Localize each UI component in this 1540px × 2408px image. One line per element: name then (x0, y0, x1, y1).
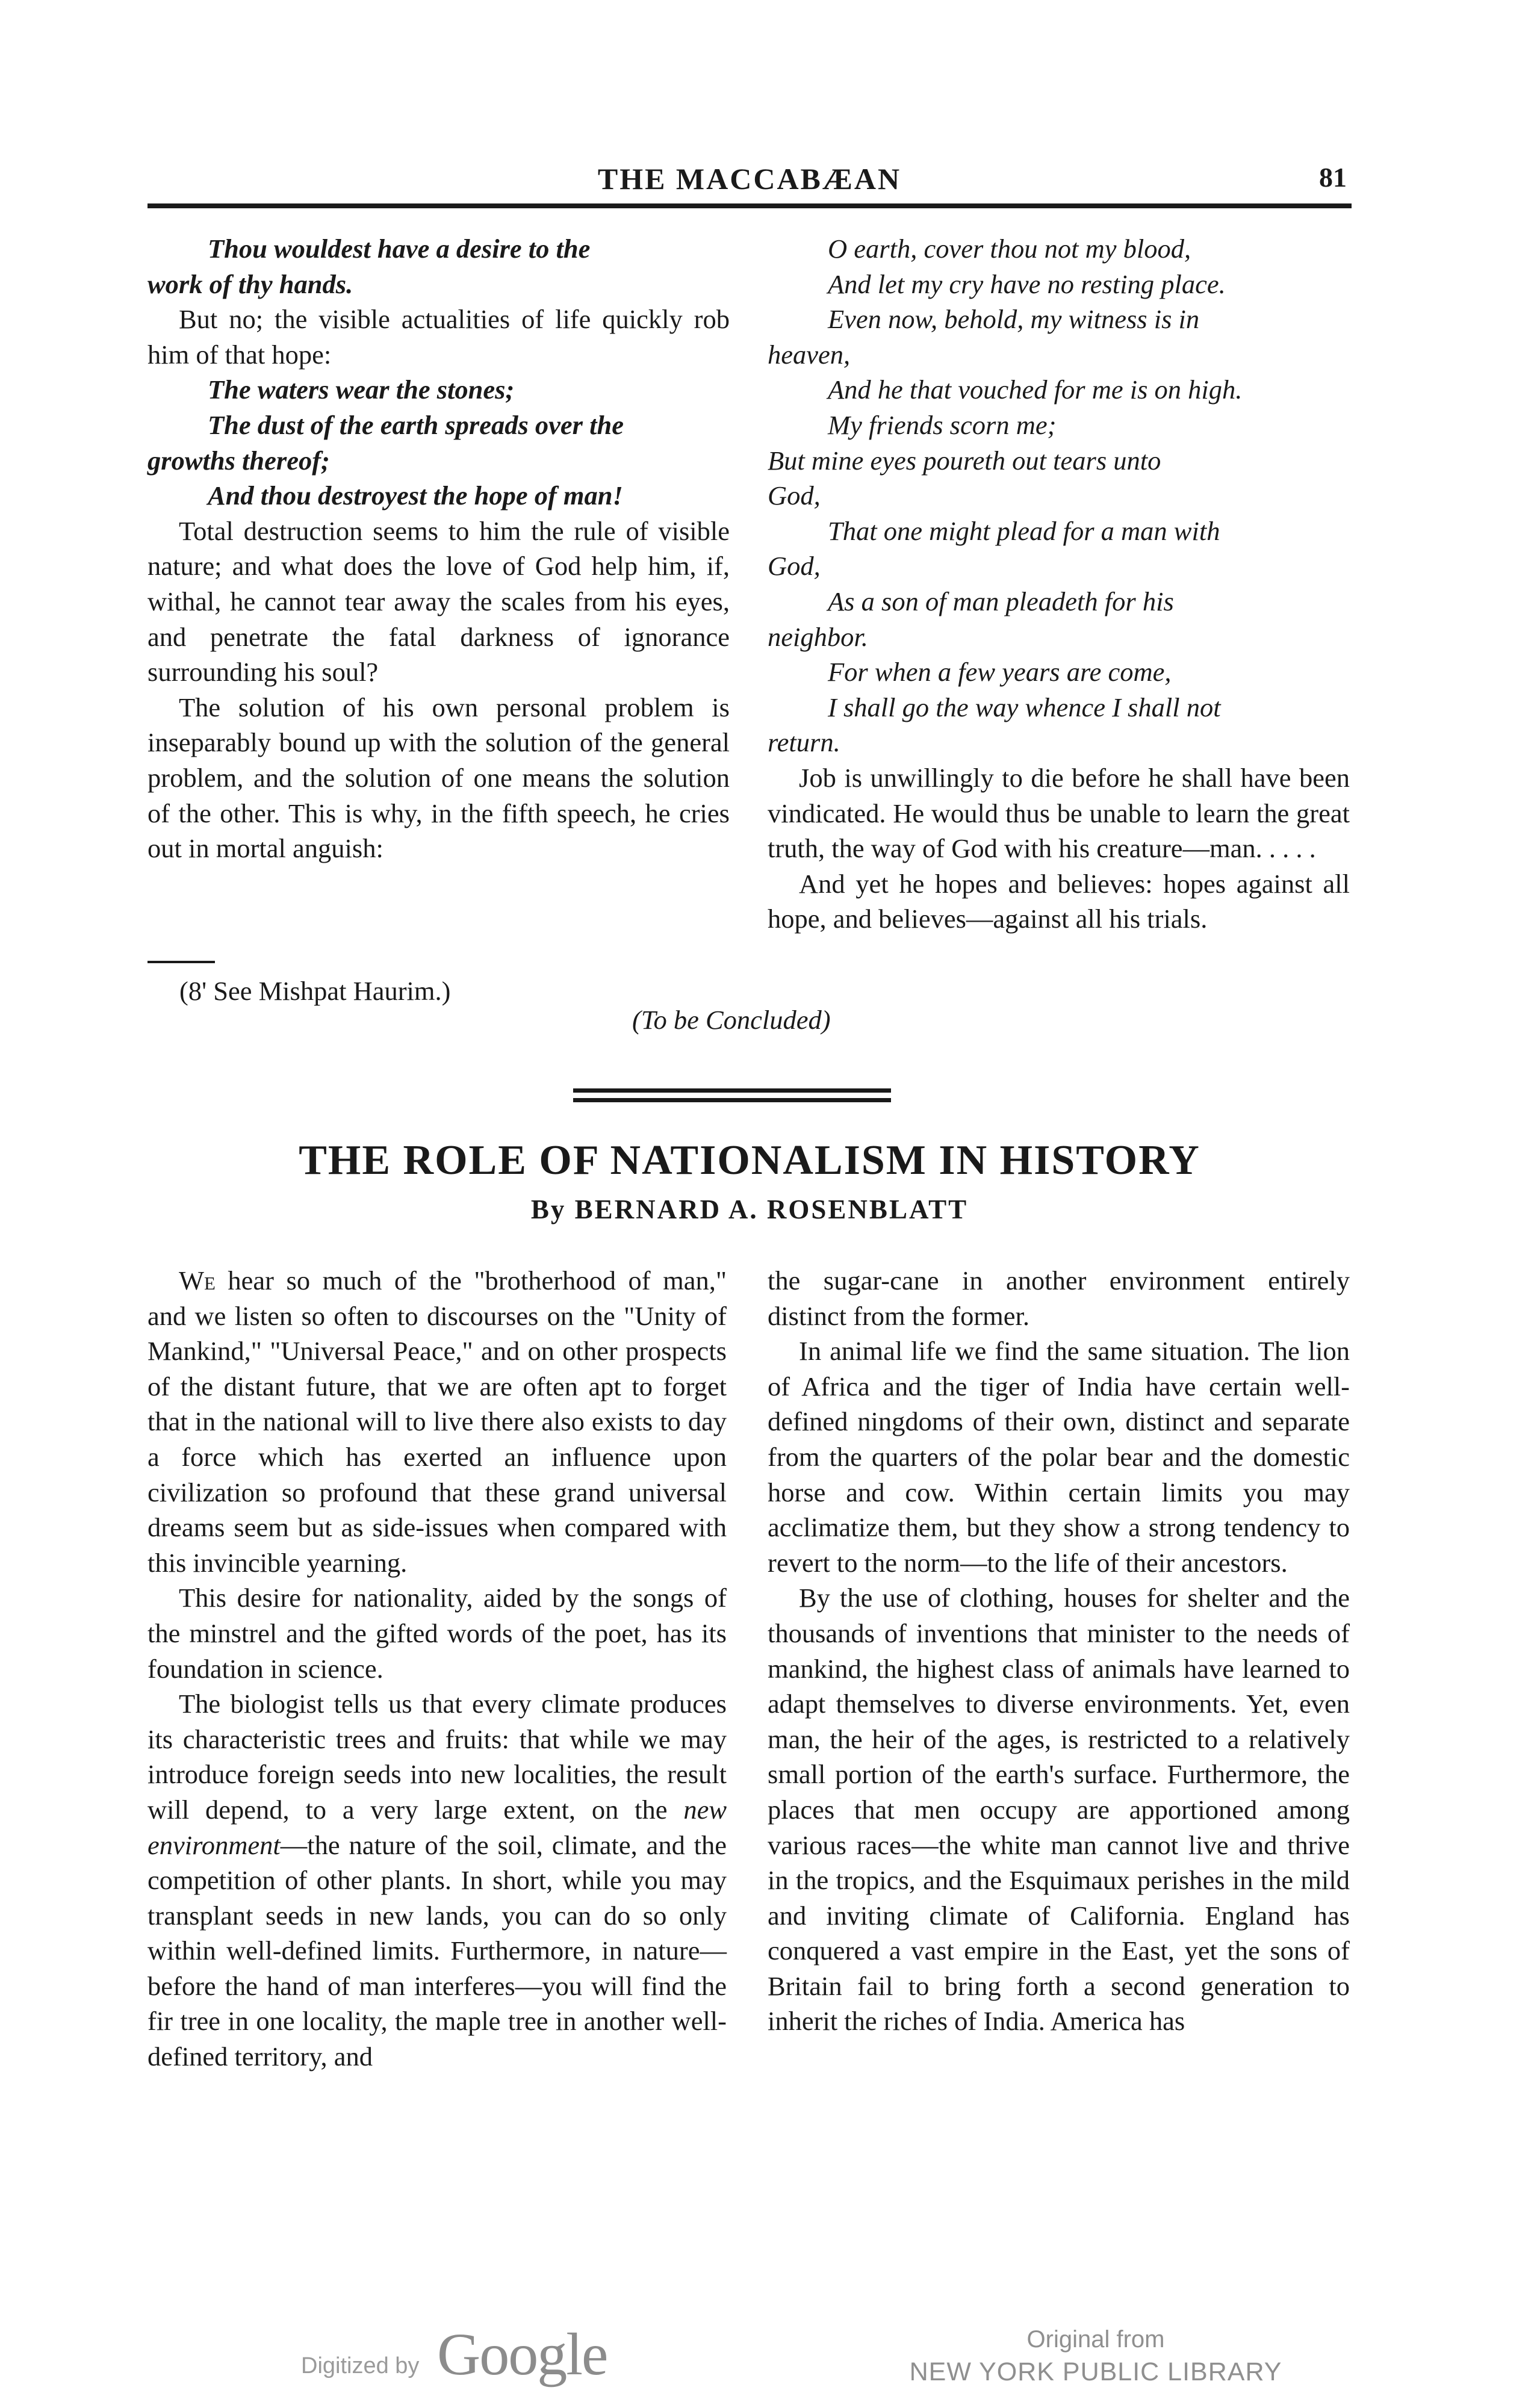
verse-line: The dust of the earth spreads over the (208, 409, 624, 440)
verse-line: And let my cry have no resting place. (828, 268, 1226, 299)
paragraph-text: —the nature of the soil, climate, and the competition of other plants. In short, while you may transplant seeds in new lands, you can do so only within well-defined limits. Furthermore, in nature—before the hand of man interferes—you will find the fir tree in one locality, the maple tree in another well-defined territory, and (147, 1829, 727, 2072)
top-left-column (147, 231, 730, 866)
footnote: (8' See Mishpat Haurim.) (179, 976, 451, 1006)
bottom-right-column (768, 1263, 1350, 2039)
bottom-left-column (147, 1263, 727, 2074)
section-divider (573, 1088, 891, 1093)
verse-line: heaven, (768, 339, 851, 370)
running-header (147, 158, 1352, 200)
paragraph: This desire for nationality, aided by the songs of the minstrel and the gifted words of the poet, has its foundation in science. (147, 1583, 727, 1684)
journal-title: THE MACCABÆAN (597, 162, 902, 196)
to-be-concluded-note: (To be Concluded) (632, 1005, 831, 1035)
verse-line: Thou wouldest have a desire to the (208, 234, 591, 264)
verse-line: And he that vouched for me is on high. (828, 374, 1243, 405)
paragraph: By the use of clothing, houses for shelter and the thousands of inventions that minister to the needs of mankind, the highest class of animals have learned to adapt themselves to diverse environments. Yet, even man, the heir of the ages, is restricted to a relatively small portion of the earth's surface. Furthermore, the places that men occupy are apportioned among various races—the white man cannot live and thrive in the tropics, and the Esquimaux perishes in the mild and inviting climate of California. England has conquered a vast empire in the East, yet the sons of Britain fail to bring forth a second generation to inherit the riches of India. America has (768, 1583, 1350, 2037)
verse-line: return. (768, 727, 840, 758)
verse-line: But mine eyes poureth out tears unto (768, 445, 1161, 476)
section-divider (573, 1098, 891, 1102)
paragraph-text: hear so much of the "brotherhood of man," and we listen so often to discourses on the "Unity of Mankind," "Universal Peace," and on other prospects of the distant future, that we are often apt to forget that in the national will to live there also exists to day a force which has exerted an influence upon civilization so profound that these grand universal dreams seem but as side-issues when compared with this invincible yearning. (147, 1265, 727, 1578)
emphasis-text: new environment (147, 1794, 727, 1860)
library-watermark (891, 2324, 1300, 2389)
library-name: NEW YORK PUBLIC LIBRARY (909, 2357, 1282, 2386)
paragraph: In animal life we find the same situation. The lion of Africa and the tiger of India have certain well-defined ningdoms of their own, distinct and separate from the quarters of the polar bear and the domestic horse and cow. Within certain limits you may acclimatize them, but they show a strong tendency to revert to the norm—to the life of their ancestors. (768, 1336, 1350, 1578)
verse-line: That one might plead for a man with (828, 515, 1220, 546)
verse-line: My friends scorn me; (828, 409, 1057, 440)
verse-line: growths thereof; (147, 445, 330, 476)
footnote-rule (147, 961, 215, 963)
verse-line: I shall go the way whence I shall not (828, 692, 1221, 722)
google-logo: Google (437, 2321, 607, 2388)
article-title: THE ROLE OF NATIONALISM IN HISTORY (299, 1137, 1200, 1184)
page-number: 81 (1319, 162, 1347, 193)
header-rule (147, 203, 1352, 208)
verse-line: God, (768, 480, 821, 511)
drop-cap-word: We (179, 1265, 216, 1296)
paragraph (147, 1263, 727, 1580)
paragraph: But no; the visible actualities of life quickly rob him of that hope: (147, 304, 730, 370)
original-from-text: Original from (1026, 2326, 1165, 2353)
digitized-by-text: Digitized by (301, 2353, 420, 2379)
verse-line: O earth, cover thou not my blood, (828, 234, 1191, 264)
verse-line: As a son of man pleadeth for his (828, 586, 1174, 616)
verse-line: work of thy hands. (147, 268, 353, 299)
verse-line: neighbor. (768, 621, 868, 652)
paragraph: And yet he hopes and believes: hopes against all hope, and believes—against all his trials. (768, 868, 1350, 934)
verse-line: Even now, behold, my witness is in (828, 304, 1200, 335)
paragraph (147, 1686, 727, 2074)
top-right-column (768, 231, 1350, 937)
verse-line: God, (768, 551, 821, 582)
verse-line: The waters wear the stones; (208, 374, 515, 405)
paragraph: The solution of his own personal problem is inseparably bound up with the solution of the general problem, and the solution of one means the solution of the other. This is why, in the fifth speech, he cries out in mortal anguish: (147, 692, 730, 864)
paragraph: Job is unwillingly to die before he shall have been vindicated. He would thus be unable to learn the great truth, the way of God with his creature—man. . . . . (768, 762, 1350, 864)
verse-line: For when a few years are come, (828, 657, 1172, 687)
paragraph-text: The biologist tells us that every climate produces its characteristic trees and fruits: that while we may introduce foreign seeds into new localities, the result will depend, to a very large extent, on the (147, 1689, 727, 1825)
paragraph: the sugar-cane in another environment entirely distinct from the former. (768, 1265, 1350, 1331)
article-byline: By BERNARD A. ROSENBLATT (530, 1194, 969, 1224)
verse-line: And thou destroyest the hope of man! (208, 480, 623, 511)
paragraph: Total destruction seems to him the rule of visible nature; and what does the love of God help him, if, withal, he cannot tear away the scales from his eyes, and penetrate the fatal darkness of ignorance surrounding his soul? (147, 515, 730, 687)
